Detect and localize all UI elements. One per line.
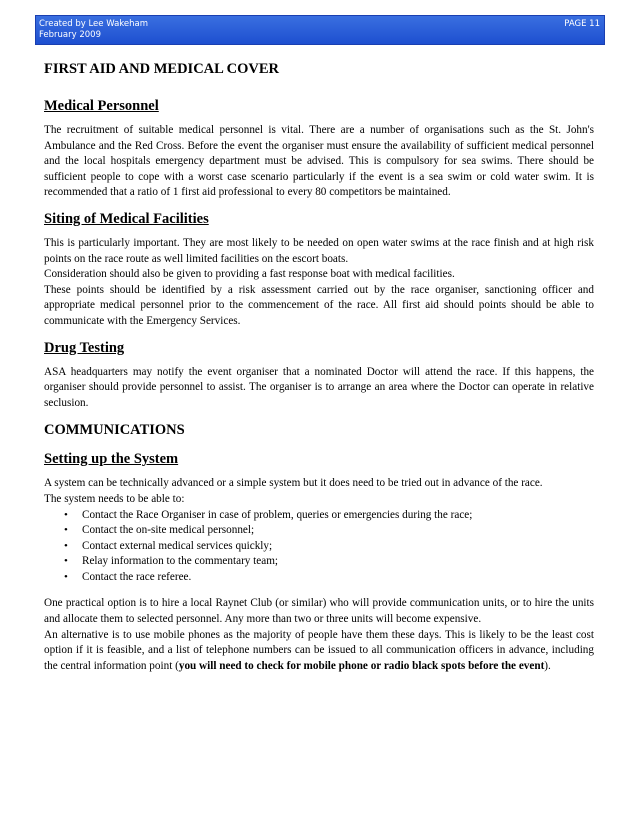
list-item: • Contact external medical services quickly; (82, 539, 594, 555)
mobile-phone-warning: you will need to check for mobile phone or radio black spots before the event (178, 659, 545, 672)
medical-personnel-heading: Medical Personnel (44, 98, 159, 114)
header-author: Created by Lee Wakeham (39, 19, 149, 29)
list-item: • Contact the race referee. (82, 570, 594, 586)
document-body (44, 60, 594, 674)
page-header (35, 15, 605, 45)
siting-paragraph-2: Consideration should also be given to providing a fast response boat with medical facilities. (44, 268, 455, 281)
siting-heading: Siting of Medical Facilities (44, 210, 209, 227)
list-item: • Contact the on-site medical personnel; (82, 523, 594, 539)
mobile-phone-text: An alternative is to use mobile phones as the majority of people have them these days. This is likely to be the least cost option if it is feasible, and a list of telephone numbers can be issued to all communication officers in advance, including the central information point ( (44, 628, 594, 672)
mobile-phone-text-end: ). (544, 659, 551, 672)
setting-up-paragraph-2: The system needs to be able to: (44, 492, 185, 505)
list-item: • Relay information to the commentary team; (82, 554, 594, 570)
setting-up-paragraph-1: A system can be technically advanced or a simple system but it does need to be tried out in advance of the race. (44, 477, 543, 490)
list-item: • Contact the Race Organiser in case of problem, queries or emergencies during the race; (82, 508, 594, 524)
setting-up-heading: Setting up the System (44, 451, 179, 468)
raynet-paragraph: One practical option is to hire a local Raynet Club (or similar) who will provide communication units, or to hire the units and allocate them to selected personnel. Any more than two or three units will become expensive. (44, 597, 594, 626)
communications-title: COMMUNICATIONS (44, 422, 185, 439)
drug-testing-paragraph: ASA headquarters may notify the event organiser that a nominated Doctor will attend the race. If this happens, the organiser should provide personnel to assist. The organiser is to arrange an area where the Doctor can operate in relative seclusion. (44, 365, 594, 409)
mobile-phone-paragraph (44, 628, 594, 675)
first-aid-title: FIRST AID AND MEDICAL COVER (44, 61, 279, 77)
medical-personnel-paragraph: The recruitment of suitable medical personnel is vital. There are a number of organisations such as the St. John's Ambulance and the Red Cross. Before the event the organiser must ensure the availability of sufficient medical personnel and the local hospitals emergency department must be advised. This is compulsory for sea swims. There should be sufficient people to cope with a worst case scenario particularly if the event is a sea swim or cold water swim. It is recommended that a ratio of 1 first aid professional to every 80 competitors be maintained. (44, 124, 594, 199)
header-page-number: PAGE 11 (564, 19, 600, 29)
header-date: February 2009 (39, 30, 101, 40)
siting-paragraph-1: This is particularly important. They are most likely to be needed on open water swims at the race finish and at high risk points on the race route as well limited facilities on the escort boats. (44, 236, 594, 265)
drug-testing-heading: Drug Testing (44, 339, 125, 356)
siting-paragraph-3: These points should be identified by a risk assessment carried out by the race organiser, sanctioning officer and appropriate medical personnel prior to the commencement of the race. All first aid should points should be able to communicate with the Emergency Services. (44, 283, 594, 327)
header-meta (39, 19, 148, 41)
requirements-list (44, 508, 594, 586)
